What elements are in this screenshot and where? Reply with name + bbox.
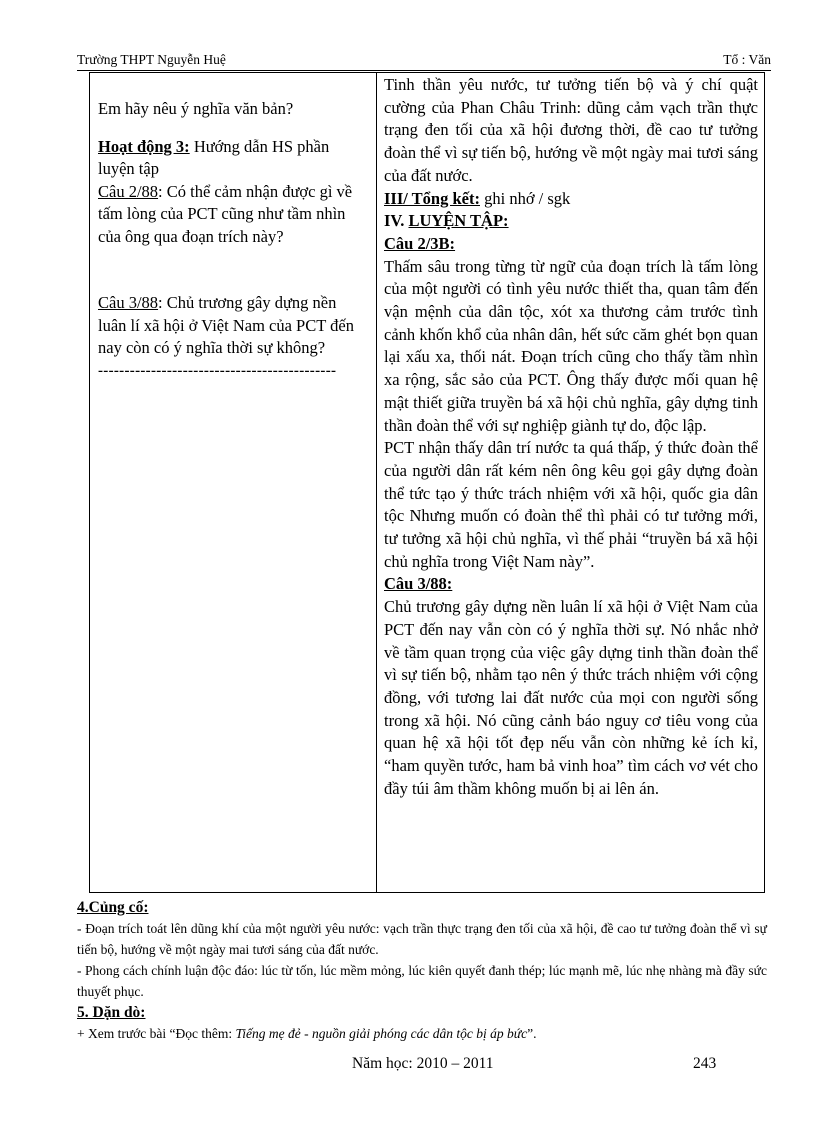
homework-suffix: ”.: [527, 1026, 537, 1041]
content-column: [377, 73, 764, 892]
question-3-label: Câu 3/88: [98, 293, 159, 312]
consolidation-heading: 4.Củng cố:: [77, 899, 149, 916]
lesson-closing: [77, 897, 767, 1044]
question-2-label: Câu 2/88: [98, 181, 159, 201]
lesson-table: [89, 72, 765, 893]
page-number: 243: [693, 1055, 717, 1072]
school-year: Năm học: 2010 – 2011: [352, 1055, 494, 1072]
summary-line: [384, 188, 758, 211]
homework-heading: 5. Dặn dò:: [77, 1004, 146, 1021]
answer-3-label: Câu 3/88:: [384, 574, 453, 594]
practice-heading: [384, 210, 758, 233]
question-3-text: : Chủ trương gây dựng nền luân lí xã hội ở Việt Nam của PCT đến nay còn có ý nghĩa thời sự không?: [98, 293, 354, 357]
consolidation-item-1: - Đoạn trích toát lên dũng khí của một người yêu nước: vạch trần thực trạng đen tối của xã hội, đề cao tư tưởng đoàn thể vì sự tiến bộ, hướng về một ngày mai tươi sáng của đất nước.: [77, 921, 767, 957]
question-2: [98, 181, 368, 249]
question-meaning: Em hãy nêu ý nghĩa văn bản?: [98, 99, 294, 118]
answer-2-paragraph-1: Thấm sâu trong từng từ ngữ của đoạn trích là tấm lòng của một người có tình yêu nước thiết tha, quan tâm đến vận mệnh của dân tộc, xót xa thương cảm trước tình cảnh khốn khổ của nhân dân, hết sức căm ghét bọn quan lại xấu xa, thối nát. Đoạn trích cũng cho thấy tầm nhìn xa rộng, sắc sảo của PCT. Ông thấy được mối quan hệ mật thiết giữa truyền bá xã hội chủ nghĩa, gây dựng tinh thần đoàn thể với sự nghiệp giành tự do, độc lập.: [384, 256, 758, 435]
dashed-separator: ---------------------------------------------: [98, 362, 337, 379]
summary-label: III/ Tổng kết:: [384, 188, 480, 208]
homework-reading-title: Tiếng mẹ đẻ - nguồn giải phóng các dân tộc bị áp bức: [235, 1026, 528, 1041]
practice-heading-text: LUYỆN TẬP:: [408, 211, 509, 231]
school-name: Trường THPT Nguyễn Huệ: [77, 52, 226, 67]
page-header: [77, 52, 771, 71]
practice-heading-prefix: IV.: [384, 211, 409, 231]
meaning-answer: Tinh thần yêu nước, tư tưởng tiến bộ và ý chí quật cường của Phan Châu Trinh: dũng cảm vạch trần thực trạng đen tối của xã hội đương thời, đề cao tư tưởng đoàn thể vì sự tiến bộ, hướng về một ngày mai tươi sáng của đất nước.: [384, 75, 758, 185]
consolidation-item-2: - Phong cách chính luận độc đáo: lúc từ tốn, lúc mềm mỏng, lúc kiên quyết đanh thép; lúc mạnh mẽ, lúc nhẹ nhàng mà đầy sức thuyết phục.: [77, 963, 767, 999]
question-2-text: : Có thể cảm nhận được gì về tấm lòng của PCT cũng như tầm nhìn của ông qua đoạn trích này?: [98, 181, 353, 246]
teacher-activity-column: [90, 73, 377, 892]
answer-3-paragraph: Chủ trương gây dựng nền luân lí xã hội ở Việt Nam của PCT đến nay vẫn còn có ý nghĩa thời sự. Nó nhắc nhở về tầm quan trọng của việc gây dựng tinh thần đoàn thể vì sự tiến bộ, nhằm tạo nên ý thức trách nhiệm với cộng đồng, với tương lai đất nước của mọi con người sống trong xã hội. Nó cũng cảnh báo nguy cơ tiêu vong của quan hệ xã hội tốt đẹp nếu vẫn còn những kẻ ích kỉ, “ham quyền tước, ham bả vinh hoa” tìm cách vơ vét cho đầy túi âm thầm không muốn bị ai lên án.: [384, 597, 758, 798]
homework-prefix: + Xem trước bài “Đọc thêm:: [77, 1026, 236, 1041]
homework-item: [77, 1023, 767, 1044]
subject-group: Tổ : Văn: [723, 52, 771, 67]
question-3: [98, 292, 368, 360]
activity-3: [98, 136, 368, 181]
summary-text: ghi nhớ / sgk: [479, 188, 571, 208]
answer-2-label: Câu 2/3B:: [384, 233, 456, 253]
activity-3-text: Hướng dẫn HS phần luyện tập: [98, 136, 330, 178]
activity-3-label: Hoạt động 3:: [98, 136, 190, 156]
answer-2-paragraph-2: PCT nhận thấy dân trí nước ta quá thấp, ý thức đoàn thể của người dân rất kém nên ông kêu gọi gây dựng đoàn thể tức tạo ý thức trách nhiệm với xã hội, quốc gia dân tộc Nhưng muốn có đoàn thể thì phải có tư tưởng mới, tư tưởng xã hội chủ nghĩa, vì thế phải “truyền bá xã hội chủ nghĩa trong Việt Nam này”.: [384, 438, 758, 571]
